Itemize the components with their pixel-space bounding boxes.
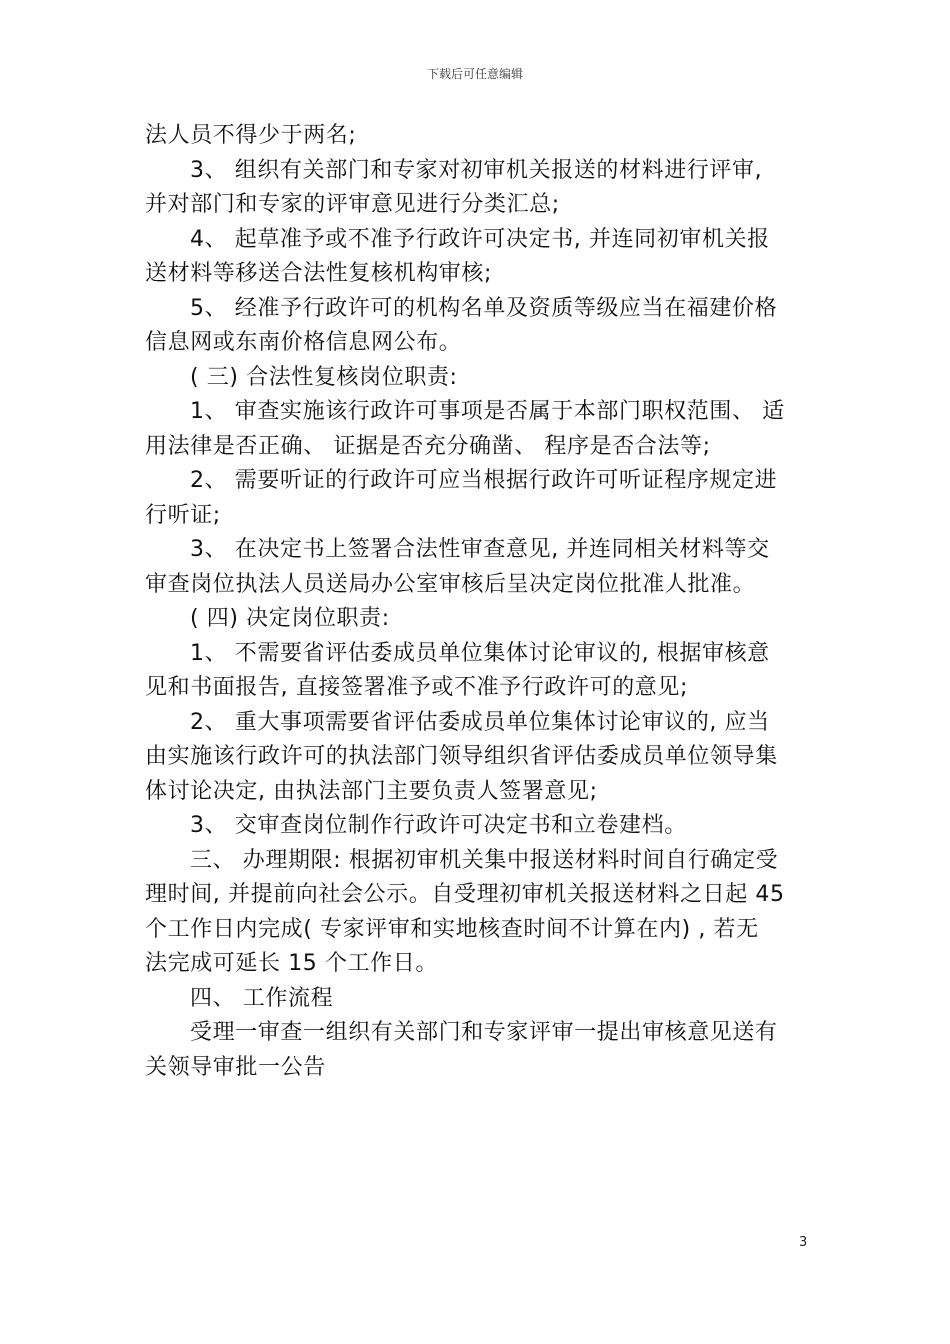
text-line: 4、 起草准予或不准予行政许可决定书, 并连同初审机关报 [190, 226, 770, 252]
text-line: 并对部门和专家的评审意见进行分类汇总; [145, 192, 560, 217]
text-line: 5、 经准予行政许可的机构名单及资质等级应当在福建价格 [190, 295, 778, 321]
text-line: 信息网或东南价格信息网公布。 [145, 330, 462, 355]
text-line: 1、 审查实施该行政许可事项是否属于本部门职权范围、 适 [190, 399, 785, 424]
text-line: 体讨论决定, 由执法部门主要负责人签署意见; [145, 778, 598, 804]
page-header: 下载后可任意编辑 [426, 67, 523, 81]
text-line: 3、 在决定书上签署合法性审查意见, 并连同相关材料等交 [190, 537, 770, 562]
text-line: 1、 不需要省评估委成员单位集体讨论审议的, 根据审核意 [190, 640, 770, 666]
text-line: 3、 交审查岗位制作行政许可决定书和立卷建档。 [190, 813, 687, 838]
text-line: 法人员不得少于两名; [145, 123, 357, 148]
text-line: 审查岗位执法人员送局办公室审核后呈决定岗位批准人批准。 [145, 571, 756, 597]
text-line: 见和书面报告, 直接签署准予或不准予行政许可的意见; [145, 675, 688, 700]
text-line: 受理一审查一组织有关部门和专家评审一提出审核意见送有 [190, 1020, 778, 1045]
text-line: 2、 重大事项需要省评估委成员单位集体讨论审议的, 应当 [190, 709, 770, 735]
document-body [145, 119, 810, 1085]
text-line: 个工作日内完成( 专家评审和实地核查时间不计算在内) , 若无 [145, 916, 759, 942]
section-heading: ( 三) 合法性复核岗位职责: [190, 364, 458, 390]
text-line: 关领导审批一公告 [145, 1054, 326, 1080]
page-number: 3 [799, 1235, 808, 1250]
text-line: 理时间, 并提前向社会公示。自受理初审机关报送材料之日起 45 [145, 882, 785, 907]
section-heading: 三、 办理期限: 根据初审机关集中报送材料时间自行确定受 [190, 847, 779, 873]
text-line: 用法律是否正确、 证据是否充分确凿、 程序是否合法等; [145, 433, 711, 459]
text-line: 送材料等移送合法性复核机构审核; [145, 261, 493, 286]
text-line: 由实施该行政许可的执法部门领导组织省评估委成员单位领导集 [145, 744, 778, 769]
section-heading: ( 四) 决定岗位职责: [190, 606, 390, 631]
text-line: 3、 组织有关部门和专家对初审机关报送的材料进行评审, [190, 157, 763, 183]
text-line: 行听证; [145, 502, 221, 528]
text-line: 法完成可延长 15 个工作日。 [145, 951, 438, 976]
section-heading: 四、 工作流程 [190, 985, 334, 1011]
text-line: 2、 需要听证的行政许可应当根据行政许可听证程序规定进 [190, 468, 778, 493]
